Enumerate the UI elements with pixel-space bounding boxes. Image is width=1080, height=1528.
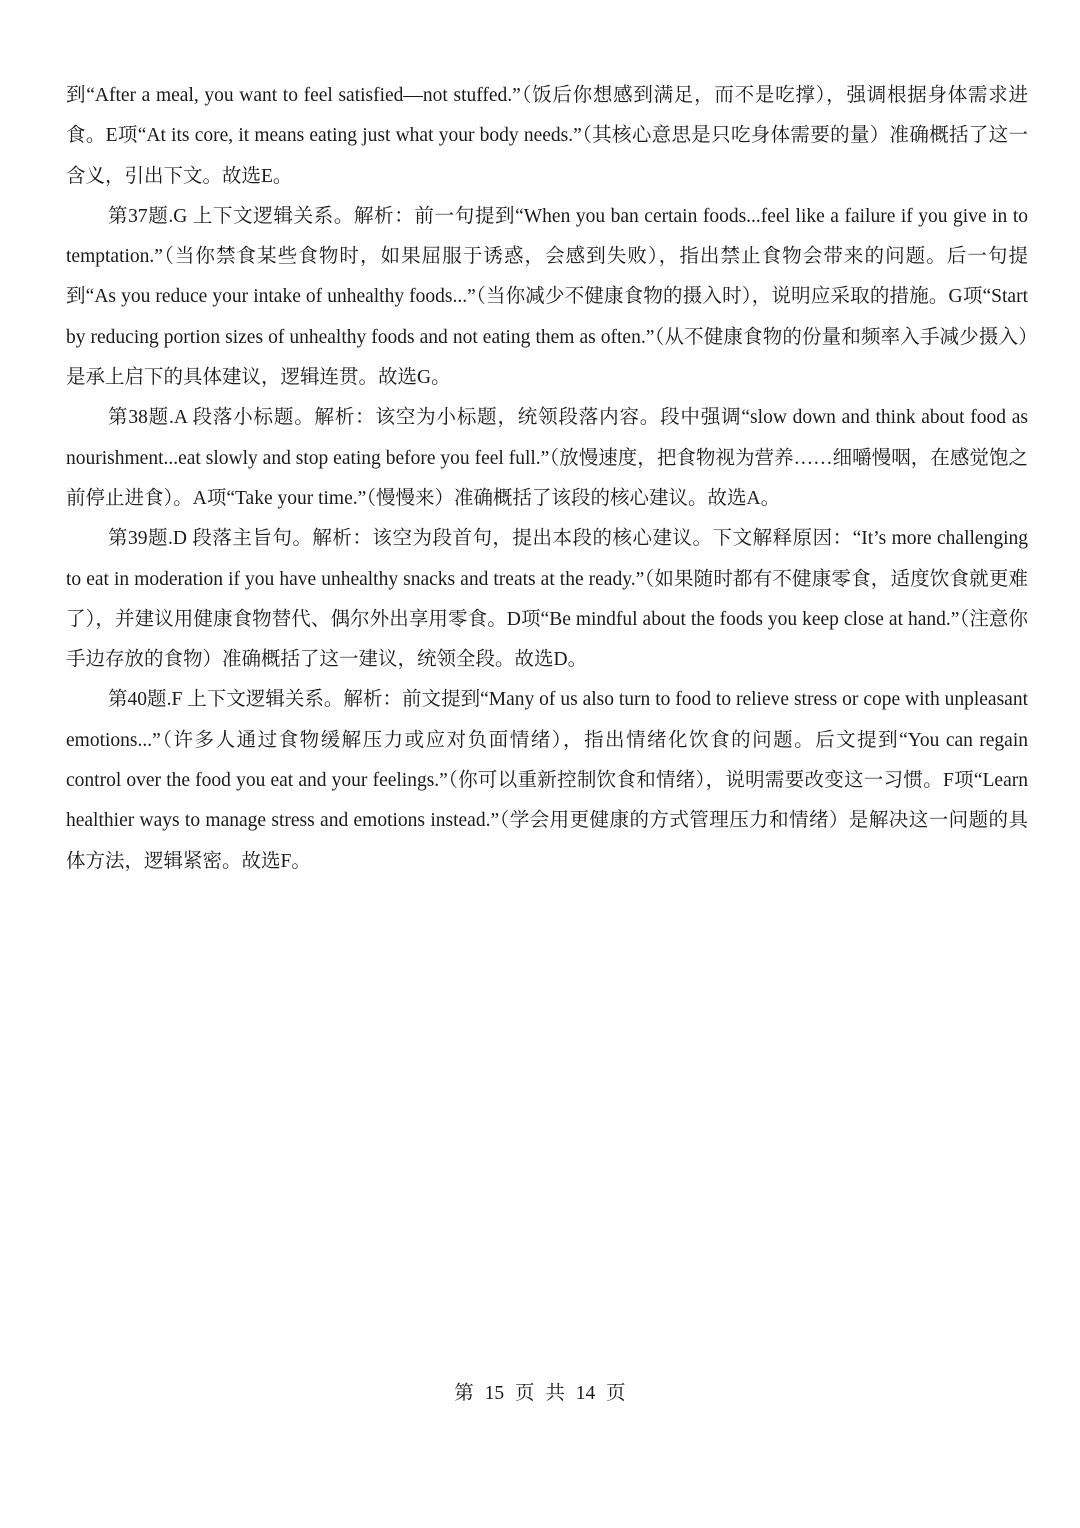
paragraph-q39: 第39题.D 段落主旨句。解析：该空为段首句，提出本段的核心建议。下文解释原因：“It’s more challenging to eat in moderation if you have unhealthy snacks and treats at the ready.”（如果随时都有不健康零食，适度饮食就更难了），并建议用健康食物替代、偶尔外出享用零食。D项“Be mindful about the foods you keep close at hand.”（注意你手边存放的食物）准确概括了这一建议，统领全段。故选D。 <box>66 528 1028 671</box>
paragraph-q38: 第38题.A 段落小标题。解析：该空为小标题，统领段落内容。段中强调“slow down and think about food as nourishment...eat slowly and stop eating before you feel full.”（放慢速度，把食物视为营养……细嚼慢咽，在感觉饱之前停止进食）。A项“Take your time.”（慢慢来）准确概括了该段的核心建议。故选A。 <box>66 407 1028 509</box>
paragraph-q36-tail: 到“After a meal, you want to feel satisfied—not stuffed.”（饭后你想感到满足，而不是吃撑），强调根据身体需求进食。E项“At its core, it means eating just what your body needs.”（其核心意思是只吃身体需要的量）准确概括了这一含义，引出下文。故选E。 <box>66 85 1028 187</box>
paragraph-q37: 第37题.G 上下文逻辑关系。解析：前一句提到“When you ban certain foods...feel like a failure if you give in to temptation.”（当你禁食某些食物时，如果屈服于诱惑，会感到失败），指出禁止食物会带来的问题。后一句提到“As you reduce your intake of unhealthy foods...”（当你减少不健康食物的摄入时），说明应采取的措施。G项“Start by reducing portion sizes of unhealthy foods and not eating them as often.”（从不健康食物的份量和频率入手减少摄入）是承上启下的具体建议，逻辑连贯。故选G。 <box>66 205 1028 389</box>
page-number-footer: 第 15 页 共 14 页 <box>454 1383 626 1404</box>
document-body <box>66 76 1028 882</box>
paragraph-q40: 第40题.F 上下文逻辑关系。解析：前文提到“Many of us also turn to food to relieve stress or cope with unpleasant emotions...”（许多人通过食物缓解压力或应对负面情绪），指出情绪化饮食的问题。后文提到“You can regain control over the food you eat and your feelings.”（你可以重新控制饮食和情绪），说明需要改变这一习惯。F项“Learn healthier ways to manage stress and emotions instead.”（学会用更健康的方式管理压力和情绪）是解决这一问题的具体方法，逻辑紧密。故选F。 <box>66 689 1028 872</box>
